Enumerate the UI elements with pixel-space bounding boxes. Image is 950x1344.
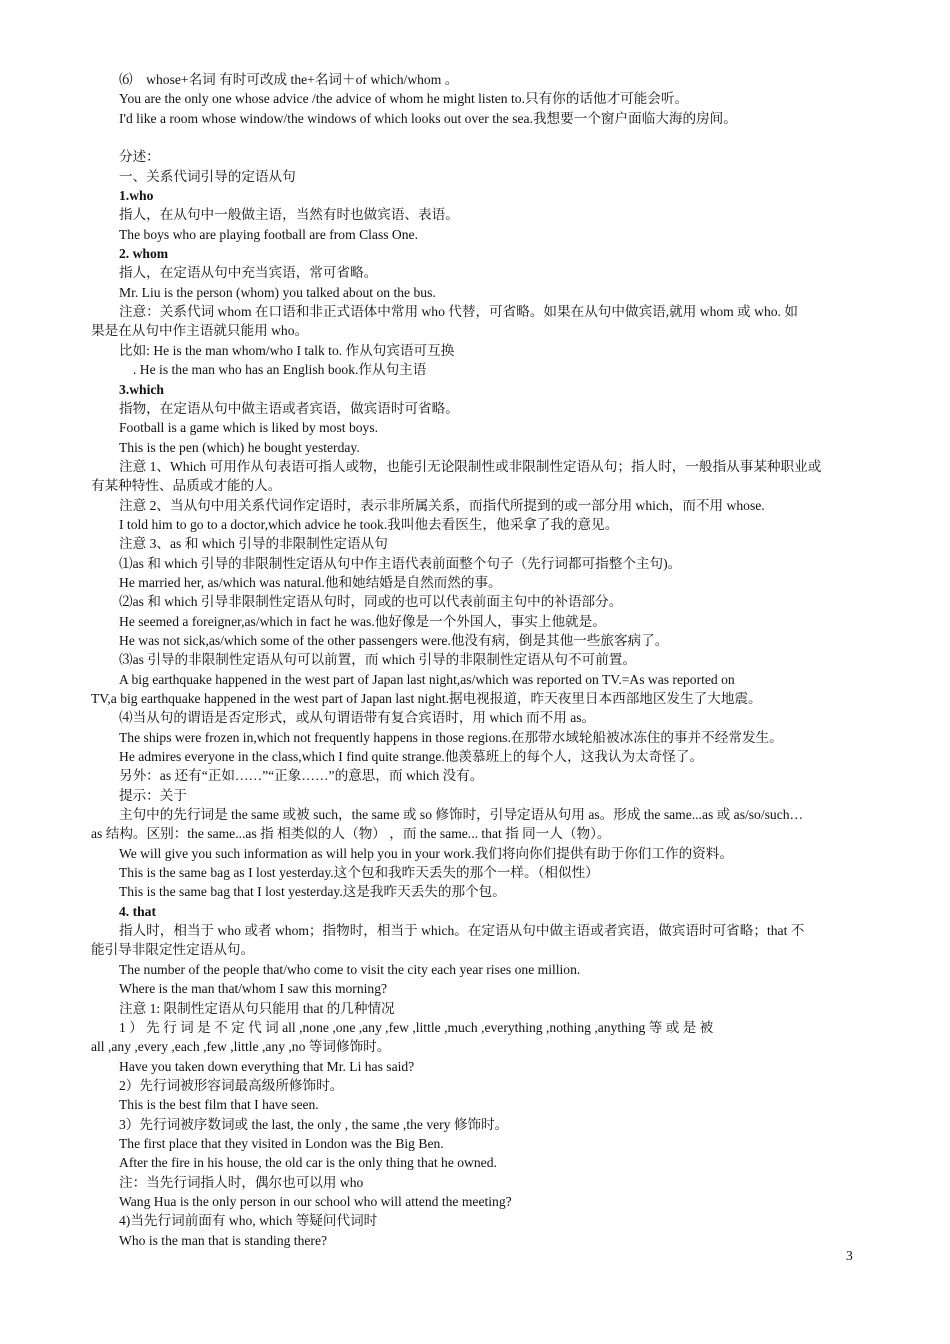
text-line: 注意 3、as 和 which 引导的非限制性定语从句: [119, 536, 388, 552]
text-line: This is the pen (which) he bought yesterday.: [119, 439, 360, 455]
text-line: ⑹ whose+名词 有时可改成 the+名词＋of which/whom 。: [119, 72, 459, 87]
text-line: The boys who are playing football are from Class One.: [119, 226, 418, 242]
text-line: as 结构。区别：the same...as 指 相类似的人（物） ，而 the same... that 指 同一人（物）。: [91, 826, 611, 842]
text-line: The ships were frozen in,which not frequently happens in those regions.在那带水域轮船被冰冻住的事并不经常发生。: [119, 729, 783, 745]
page-number: 3: [846, 1248, 853, 1263]
text-line: 3.which: [119, 381, 164, 397]
text-line: 比如: He is the man whom/who I talk to. 作从句宾语可互换: [119, 342, 455, 358]
blank-line: [91, 128, 861, 147]
text-line: Football is a game which is liked by most boys.: [119, 420, 379, 436]
text-line: The number of the people that/who come to visit the city each year rises one million.: [119, 961, 581, 977]
text-line: 4)当先行词前面有 who, which 等疑问代词时: [119, 1213, 378, 1229]
text-line: This is the same bag as I lost yesterday.这个包和我昨天丢失的那个一样。（相似性）: [119, 865, 599, 881]
text-line: 1 ） 先 行 词 是 不 定 代 词 all ,none ,one ,any ,few ,little ,much ,everything ,nothing ,anything 等 或 是 被: [119, 1019, 714, 1035]
text-line: 4. that: [119, 903, 157, 919]
text-line: This is the best film that I have seen.: [119, 1097, 319, 1113]
document-body: [91, 70, 861, 1250]
text-line: He married her, as/which was natural.他和她结婚是自然而然的事。: [119, 574, 502, 590]
text-line: 指物，在定语从句中做主语或者宾语，做宾语时可省略。: [119, 400, 459, 416]
text-line: I told him to go to a doctor,which advice he took.我叫他去看医生，他采拿了我的意见。: [119, 516, 619, 532]
text-line: A big earthquake happened in the west part of Japan last night,as/which was reported on TV.=As was reported on: [119, 671, 735, 687]
text-line: 2. whom: [119, 246, 169, 262]
text-line: 能引导非限定性定语从句。: [91, 942, 255, 958]
text-line: 指人，在定语从句中充当宾语，常可省略。: [119, 265, 378, 281]
text-line: 2）先行词被形容词最高级所修饰时。: [119, 1077, 344, 1093]
text-line: 3）先行词被序数词或 the last, the only , the same ,the very 修饰时。: [119, 1116, 509, 1132]
text-line: Have you taken down everything that Mr. Li has said?: [119, 1058, 415, 1074]
text-line: 有某种特性、品质或才能的人。: [91, 478, 282, 494]
text-line: TV,a big earthquake happened in the west part of Japan last night.据电视报道，昨天夜里日本西部地区发生了大地震。: [91, 691, 762, 706]
text-line: ⑷当从句的谓语是否定形式，或从句谓语带有复合宾语时，用 which 而不用 as。: [119, 710, 596, 726]
text-line: 1.who: [119, 188, 154, 204]
text-line: 主句中的先行词是 the same 或被 such，the same 或 so 修饰时，引导定语从句用 as。形成 the same...as 或 as/so/such…: [119, 807, 804, 823]
text-line: 分述：: [119, 149, 160, 165]
text-line: ⑴as 和 which 引导的非限制性定语从句中作主语代表前面整个句子（先行词都可指整个主句)。: [119, 555, 682, 571]
text-line: He seemed a foreigner,as/which in fact he was.他好像是一个外国人，事实上他就是。: [119, 613, 606, 629]
text-line: ⑵as 和 which 引导非限制性定语从句时，同或的也可以代表前面主句中的补语部分。: [119, 594, 623, 610]
text-line: 另外：as 还有“正如……”“正象……”的意思，而 which 没有。: [119, 768, 484, 784]
text-line: 注意 1: 限制性定语从句只能用 that 的几种情况: [119, 1000, 395, 1016]
text-line: 注：当先行词指人时，偶尔也可以用 who: [119, 1174, 364, 1190]
text-line: 一、关系代词引导的定语从句: [119, 168, 296, 184]
text-line: After the fire in his house, the old car is the only thing that he owned.: [119, 1155, 497, 1171]
text-line: We will give you such information as will help you in your work.我们将向你们提供有助于你们工作的资料。: [119, 845, 733, 861]
text-line: 注意 2、当从句中用关系代词作定语时，表示非所属关系，而指代所提到的或一部分用 which，而不用 whose.: [119, 497, 765, 513]
text-line: 果是在从句中作主语就只能用 who。: [91, 323, 309, 339]
text-line: Where is the man that/whom I saw this morning?: [119, 981, 388, 997]
text-line: I'd like a room whose window/the windows of which looks out over the sea.我想要一个窗户面临大海的房间。: [119, 110, 737, 126]
text-line: This is the same bag that I lost yesterday.这是我昨天丢失的那个包。: [119, 884, 506, 900]
text-line: 注意：关系代词 whom 在口语和非正式语体中常用 who 代替，可省略。如果在从句中做宾语,就用 whom 或 who. 如: [119, 304, 798, 320]
text-line: 指人，在从句中一般做主语，当然有时也做宾语、表语。: [119, 207, 459, 223]
text-line: Wang Hua is the only person in our school who will attend the meeting?: [119, 1193, 512, 1209]
text-line: Who is the man that is standing there?: [119, 1232, 328, 1248]
text-line: He was not sick,as/which some of the other passengers were.他没有病，倒是其他一些旅客病了。: [119, 632, 669, 648]
text-line: . He is the man who has an English book.作从句主语: [133, 362, 427, 378]
text-line: Mr. Liu is the person (whom) you talked about on the bus.: [119, 284, 436, 300]
text-line: 指人时，相当于 who 或者 whom；指物时，相当于 which。在定语从句中做主语或者宾语，做宾语时可省略；that 不: [119, 923, 805, 939]
text-line: You are the only one whose advice /the advice of whom he might listen to.只有你的话他才可能会听。: [119, 91, 689, 107]
text-line: He admires everyone in the class,which I find quite strange.他羡慕班上的每个人，这我认为太奇怪了。: [119, 749, 704, 765]
text-line: The first place that they visited in London was the Big Ben.: [119, 1135, 444, 1151]
text-line: 注意 1、Which 可用作从句表语可指人或物，也能引无论限制性或非限制性定语从句；指人时，一般指从事某种职业或: [119, 458, 822, 474]
text-line: 提示：关于: [119, 787, 187, 803]
text-line: all ,any ,every ,each ,few ,little ,any ,no 等词修饰时。: [91, 1039, 391, 1055]
text-line: ⑶as 引导的非限制性定语从句可以前置，而 which 引导的非限制性定语从句不可前置。: [119, 652, 636, 668]
